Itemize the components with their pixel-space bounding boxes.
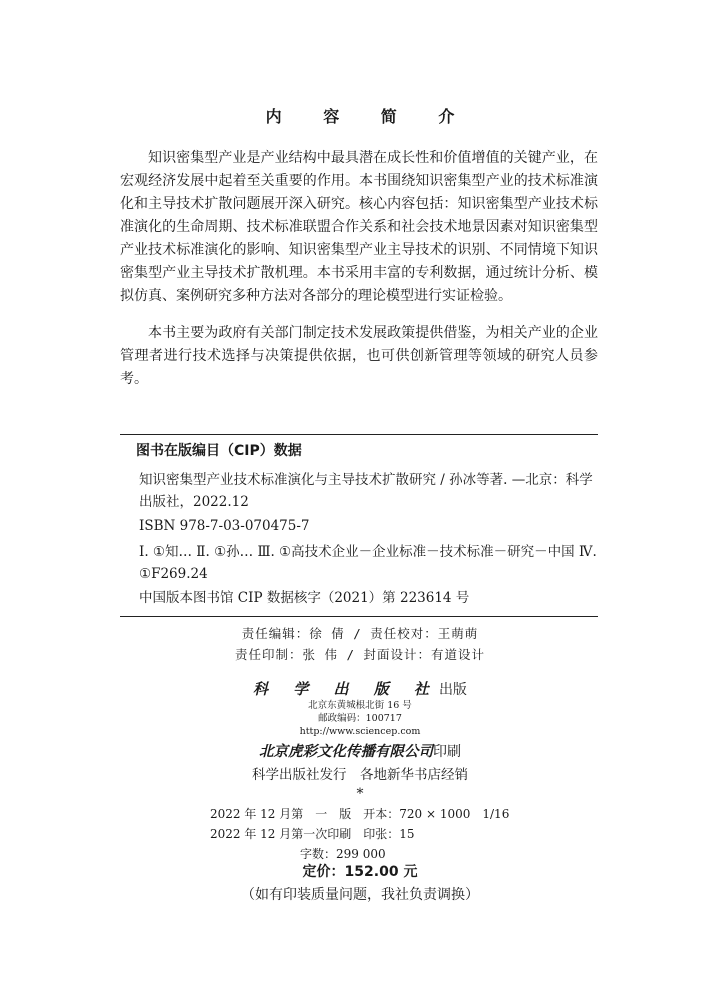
- separator-star: *: [356, 786, 364, 802]
- cip-classification: Ⅰ. ①知… Ⅱ. ①孙… Ⅲ. ①高技术企业－企业标准－技术标准－研究－中国 Ⅳ. ①F269.24: [139, 544, 597, 582]
- publisher-url: http://www.sciencep.com: [299, 726, 421, 737]
- imprint-edition: 2022 年 12 月第 一 版 开本：720 × 1000 1/16: [210, 807, 510, 821]
- imprint-printing: 2022 年 12 月第一次印刷 印张：15: [210, 827, 415, 841]
- printer-name: 北京虎彩文化传播有限公司: [259, 743, 433, 760]
- cip-entry: 知识密集型产业技术标准演化与主导技术扩散研究 / 孙冰等著. —北京：科学出版社，2022.12: [139, 472, 593, 510]
- credits-editors: 责任编辑：徐 倩 / 责任校对：王萌萌: [241, 626, 479, 641]
- credits-production: 责任印制：张 伟 / 封面设计：有道设计: [234, 647, 486, 662]
- summary-paragraph-2: 本书主要为政府有关部门制定技术发展政策提供借鉴，为相关产业的企业管理者进行技术选择与决策提供依据，也可供创新管理等领域的研究人员参考。: [120, 325, 598, 387]
- summary-paragraph-1: 知识密集型产业是产业结构中最具潜在成长性和价值增值的关键产业，在宏观经济发展中起着至关重要的作用。本书围绕知识密集型产业的技术标准演化和主导技术扩散问题展开深入研究。核心内容包括：知识密集型产业技术标准演化的生命周期、技术标准联盟合作关系和社会技术地景因素对知识密集型产业技术标准演化的影响、知识密集型产业主导技术的识别、不同情境下知识密集型产业主导技术扩散机理。本书采用丰富的专利数据，通过统计分析、模拟仿真、案例研究多种方法对各部分的理论模型进行实证检验。: [120, 150, 598, 304]
- printer-line: [0, 740, 720, 761]
- cip-number: 中国版本图书馆 CIP 数据核字（2021）第 223614 号: [139, 590, 470, 606]
- quality-notice: （如有印装质量问题，我社负责调换）: [241, 887, 479, 903]
- cip-title: 图书在版编目（CIP）数据: [136, 443, 302, 459]
- distribution: 科学出版社发行 各地新华书店经销: [252, 767, 468, 783]
- publisher-address: 北京东黄城根北街 16 号: [308, 700, 412, 711]
- summary-heading: 内 容 简 介: [265, 107, 473, 126]
- printer-suffix: 印刷: [433, 744, 461, 760]
- imprint-word-count: 字数：299 000: [300, 847, 386, 861]
- cip-top-rule: [120, 434, 598, 435]
- publisher-postcode: 邮政编码：100717: [318, 713, 402, 724]
- publisher-suffix: 出版: [438, 682, 467, 698]
- publisher-name: 科 学 出 版 社: [253, 680, 439, 698]
- cip-bottom-rule: [120, 616, 598, 617]
- publisher-line: [0, 678, 720, 699]
- cip-isbn: ISBN 978-7-03-070475-7: [139, 518, 310, 534]
- price: 定价：152.00 元: [302, 864, 418, 880]
